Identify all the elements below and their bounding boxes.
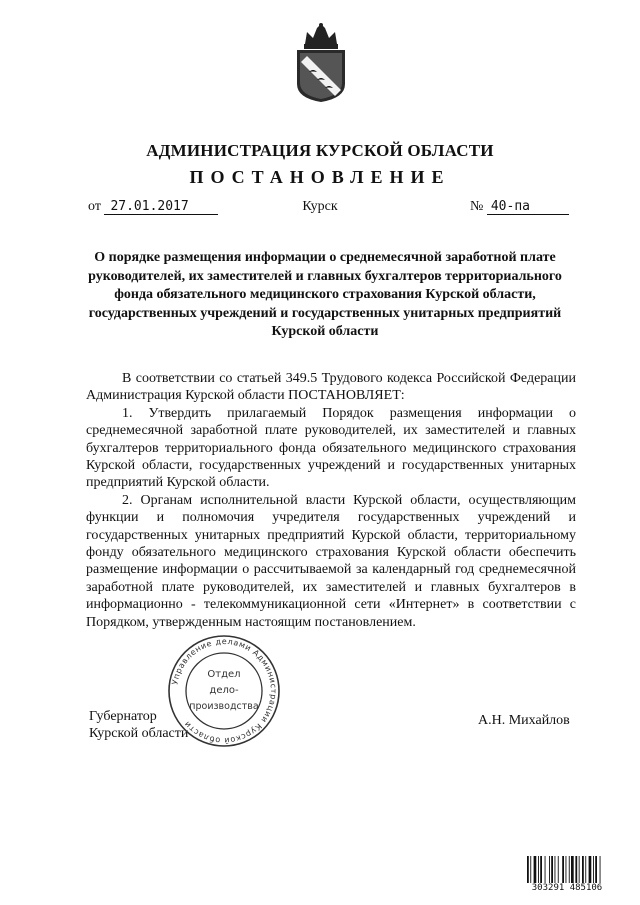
document-number: 40-па — [487, 199, 569, 215]
document-number-line — [470, 199, 569, 215]
document-city: Курск — [302, 199, 338, 214]
barcode-number: 303291 485106 — [526, 883, 608, 893]
barcode — [526, 856, 606, 900]
stamp-text-line-2: дело- — [209, 685, 239, 696]
stamp-ring-text: Управление делами Администрации Курской области — [170, 636, 279, 746]
number-prefix: № — [470, 199, 484, 214]
stamp-text-line-3: производства — [189, 701, 259, 712]
coat-of-arms-emblem — [291, 22, 351, 104]
stamp-text-line-1: Отдел — [207, 669, 241, 680]
date-prefix: от — [88, 199, 101, 214]
body-paragraph-item-2: 2. Органам исполнительной власти Курской области, осуществляющим функции и полномочия учредителя государственных учреждений и государственных унитарных предприятий Курской области, территориальному фонду обязательного медицинского страхования Курской области обеспечить размещение информации о рассчитываемой за календарный год среднемесячной заработной плате руководителей, их заместителей и главных бухгалтеров в информационно - телекоммуникационной сети «Интернет» в соответствии с Порядком, утвержденным настоящим постановлением. — [86, 492, 576, 630]
signatory-position-line-1: Губернатор — [89, 709, 157, 724]
document-type-title: ПОСТАНОВЛЕНИЕ — [189, 167, 451, 187]
document-subject: О порядке размещения информации о среднемесячной заработной плате руководителей, их заместителей и главных бухгалтеров территориального фонда обязательного медицинского страхования Курской области, государственных учреждений и государственных унитарных предприятий Курской области — [88, 250, 562, 339]
document-date: 27.01.2017 — [104, 199, 218, 215]
body-paragraph-preamble: В соответствии со статьей 349.5 Трудового кодекса Российской Федерации Администрация Курской области ПОСТАНОВЛЯЕТ: — [86, 371, 576, 404]
document-body — [86, 370, 576, 631]
signatory-position-line-2: Курской области — [89, 726, 189, 741]
organization-title: АДМИНИСТРАЦИЯ КУРСКОЙ ОБЛАСТИ — [146, 141, 494, 160]
office-stamp — [166, 633, 282, 749]
signatory-name: А.Н. Михайлов — [478, 713, 570, 728]
body-paragraph-item-1: 1. Утвердить прилагаемый Порядок размещения информации о среднемесячной заработной плате руководителей, их заместителей и главных бухгалтеров территориального фонда обязательного медицинского страхования Курской области, государственных учреждений и государственных унитарных предприятий Курской области. — [86, 405, 576, 491]
